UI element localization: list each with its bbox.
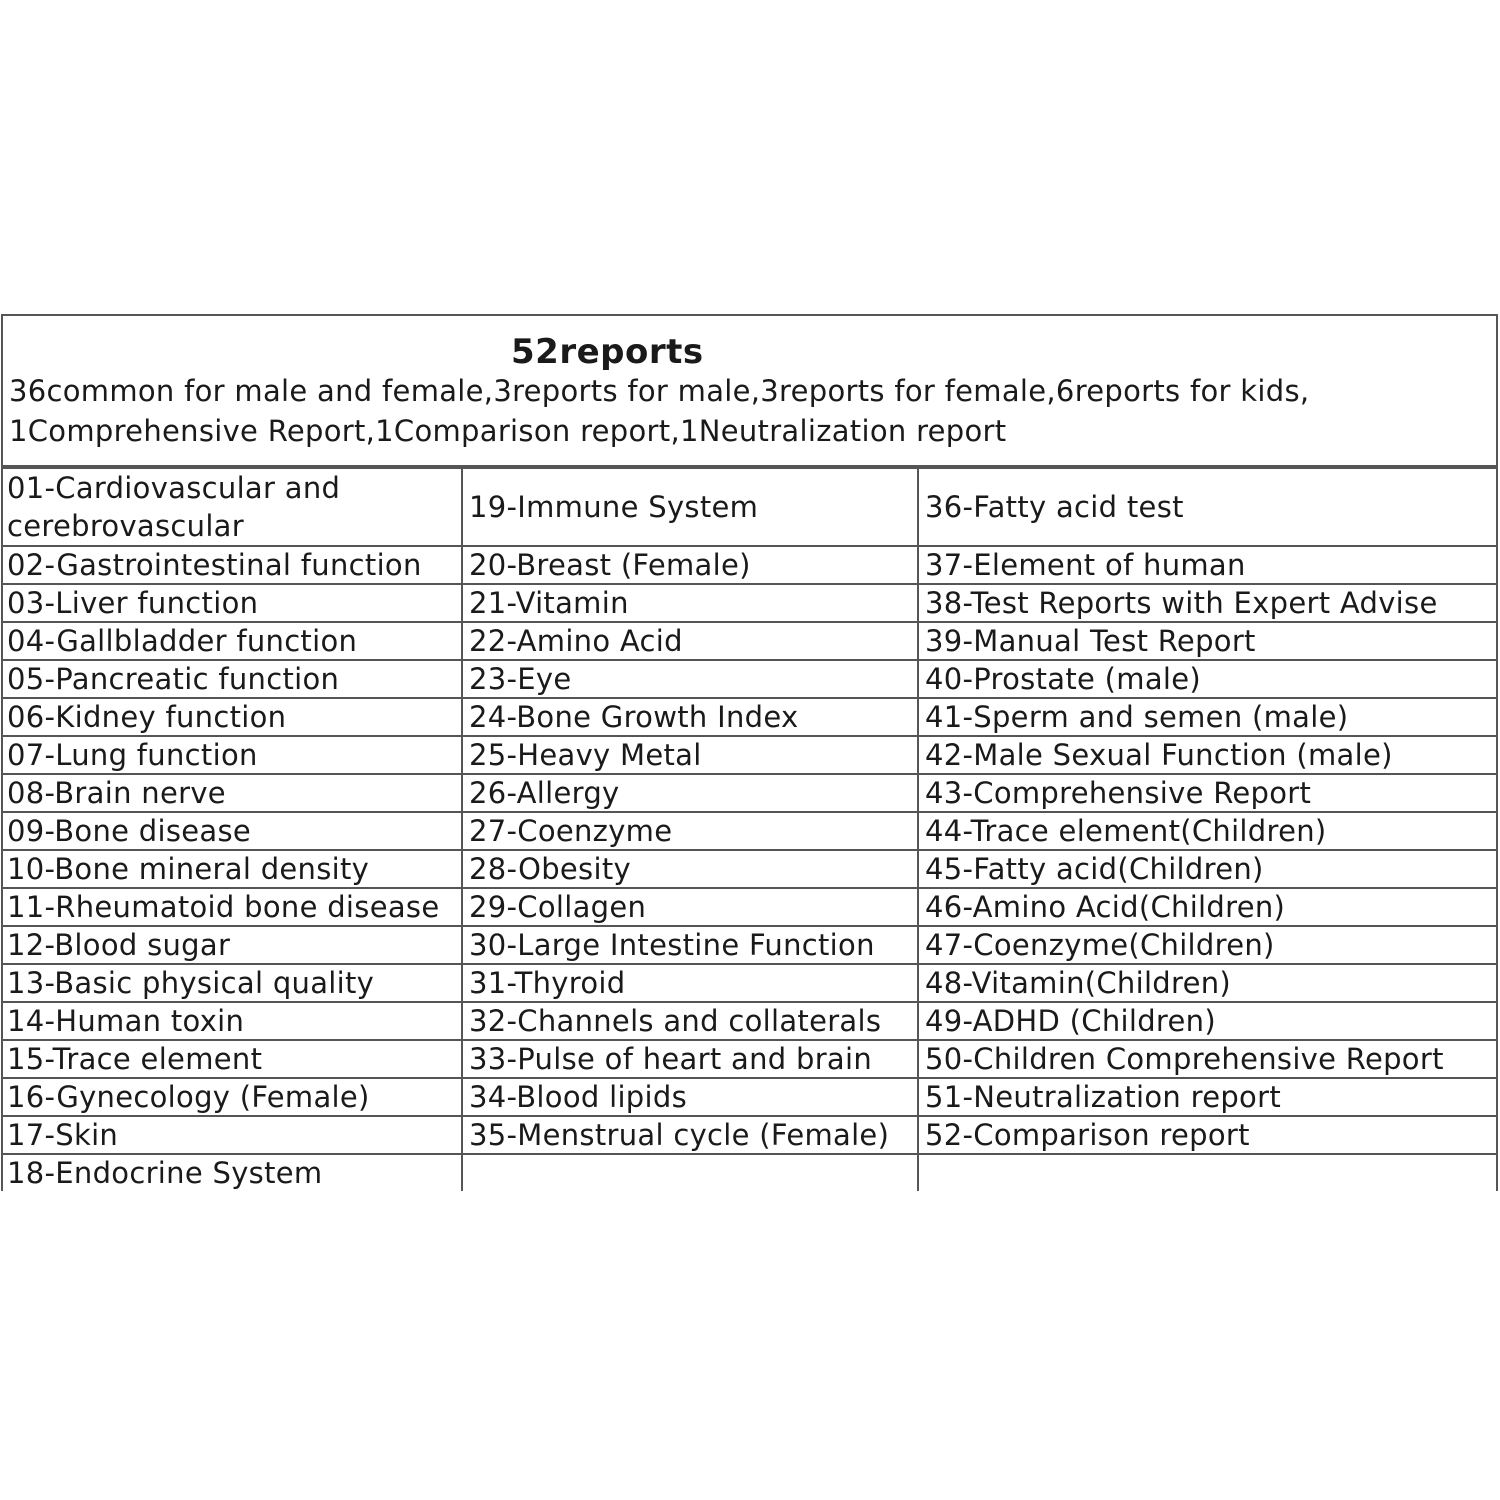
table-cell: 46-Amino Acid(Children) [918, 888, 1498, 926]
page-title: 52reports [511, 332, 704, 372]
table-row [1, 1078, 1498, 1116]
table-cell: 23-Eye [462, 660, 918, 698]
table-cell: 42-Male Sexual Function (male) [918, 736, 1498, 774]
table-cell: 17-Skin [1, 1116, 462, 1154]
table-row [1, 736, 1498, 774]
table-row [1, 622, 1498, 660]
table-row [1, 1002, 1498, 1040]
table-cell: 45-Fatty acid(Children) [918, 850, 1498, 888]
subtitle-line-1: 36common for male and female,3reports for male,3reports for female,6reports for kids, [9, 374, 1310, 408]
table-row [1, 1040, 1498, 1078]
table-row [1, 888, 1498, 926]
table-row [1, 468, 1498, 546]
table-cell: 24-Bone Growth Index [462, 698, 918, 736]
table-cell: 43-Comprehensive Report [918, 774, 1498, 812]
table-cell: 30-Large Intestine Function [462, 926, 918, 964]
table-cell: 16-Gynecology (Female) [1, 1078, 462, 1116]
table-cell: 18-Endocrine System [1, 1154, 462, 1191]
table-cell: 08-Brain nerve [1, 774, 462, 812]
table-cell: 25-Heavy Metal [462, 736, 918, 774]
table-cell: 38-Test Reports with Expert Advise [918, 584, 1498, 622]
table-cell: 04-Gallbladder function [1, 622, 462, 660]
table-cell: 01-Cardiovascular and cerebrovascular [1, 468, 462, 546]
table-row [1, 812, 1498, 850]
table-cell: 02-Gastrointestinal function [1, 546, 462, 584]
table-cell: 26-Allergy [462, 774, 918, 812]
table-cell: 36-Fatty acid test [918, 468, 1498, 546]
table-cell: 03-Liver function [1, 584, 462, 622]
table-cell: 39-Manual Test Report [918, 622, 1498, 660]
table-cell: 35-Menstrual cycle (Female) [462, 1116, 918, 1154]
table-cell: 44-Trace element(Children) [918, 812, 1498, 850]
table-cell: 07-Lung function [1, 736, 462, 774]
table-cell: 49-ADHD (Children) [918, 1002, 1498, 1040]
table-cell: 27-Coenzyme [462, 812, 918, 850]
table-cell: 29-Collagen [462, 888, 918, 926]
table-row [1, 850, 1498, 888]
table-cell: 22-Amino Acid [462, 622, 918, 660]
table-cell: 33-Pulse of heart and brain [462, 1040, 918, 1078]
table-cell: 47-Coenzyme(Children) [918, 926, 1498, 964]
table-cell: 34-Blood lipids [462, 1078, 918, 1116]
reports-sheet [1, 314, 1498, 1191]
table-cell: 11-Rheumatoid bone disease [1, 888, 462, 926]
table-cell: 10-Bone mineral density [1, 850, 462, 888]
table-cell: 14-Human toxin [1, 1002, 462, 1040]
table-cell: 19-Immune System [462, 468, 918, 546]
table-row [1, 1116, 1498, 1154]
table-row [1, 546, 1498, 584]
table-cell: 05-Pancreatic function [1, 660, 462, 698]
table-cell: 41-Sperm and semen (male) [918, 698, 1498, 736]
reports-table [1, 467, 1498, 1191]
table-cell [462, 1154, 918, 1191]
table-cell: 52-Comparison report [918, 1116, 1498, 1154]
table-cell: 37-Element of human [918, 546, 1498, 584]
table-cell [918, 1154, 1498, 1191]
table-row [1, 660, 1498, 698]
table-cell: 40-Prostate (male) [918, 660, 1498, 698]
table-row [1, 964, 1498, 1002]
table-row [1, 584, 1498, 622]
table-cell: 32-Channels and collaterals [462, 1002, 918, 1040]
table-cell: 20-Breast (Female) [462, 546, 918, 584]
sheet-header [3, 316, 1496, 467]
table-cell: 15-Trace element [1, 1040, 462, 1078]
table-cell: 28-Obesity [462, 850, 918, 888]
table-cell: 51-Neutralization report [918, 1078, 1498, 1116]
table-cell: 12-Blood sugar [1, 926, 462, 964]
table-row [1, 698, 1498, 736]
table-cell: 50-Children Comprehensive Report [918, 1040, 1498, 1078]
table-cell: 31-Thyroid [462, 964, 918, 1002]
table-row [1, 774, 1498, 812]
table-cell: 48-Vitamin(Children) [918, 964, 1498, 1002]
table-cell: 21-Vitamin [462, 584, 918, 622]
table-row [1, 1154, 1498, 1191]
table-cell: 13-Basic physical quality [1, 964, 462, 1002]
reports-table-body [1, 468, 1498, 1191]
table-row [1, 926, 1498, 964]
table-cell: 09-Bone disease [1, 812, 462, 850]
subtitle-line-2: 1Comprehensive Report,1Comparison report,1Neutralization report [9, 414, 1007, 448]
table-cell: 06-Kidney function [1, 698, 462, 736]
